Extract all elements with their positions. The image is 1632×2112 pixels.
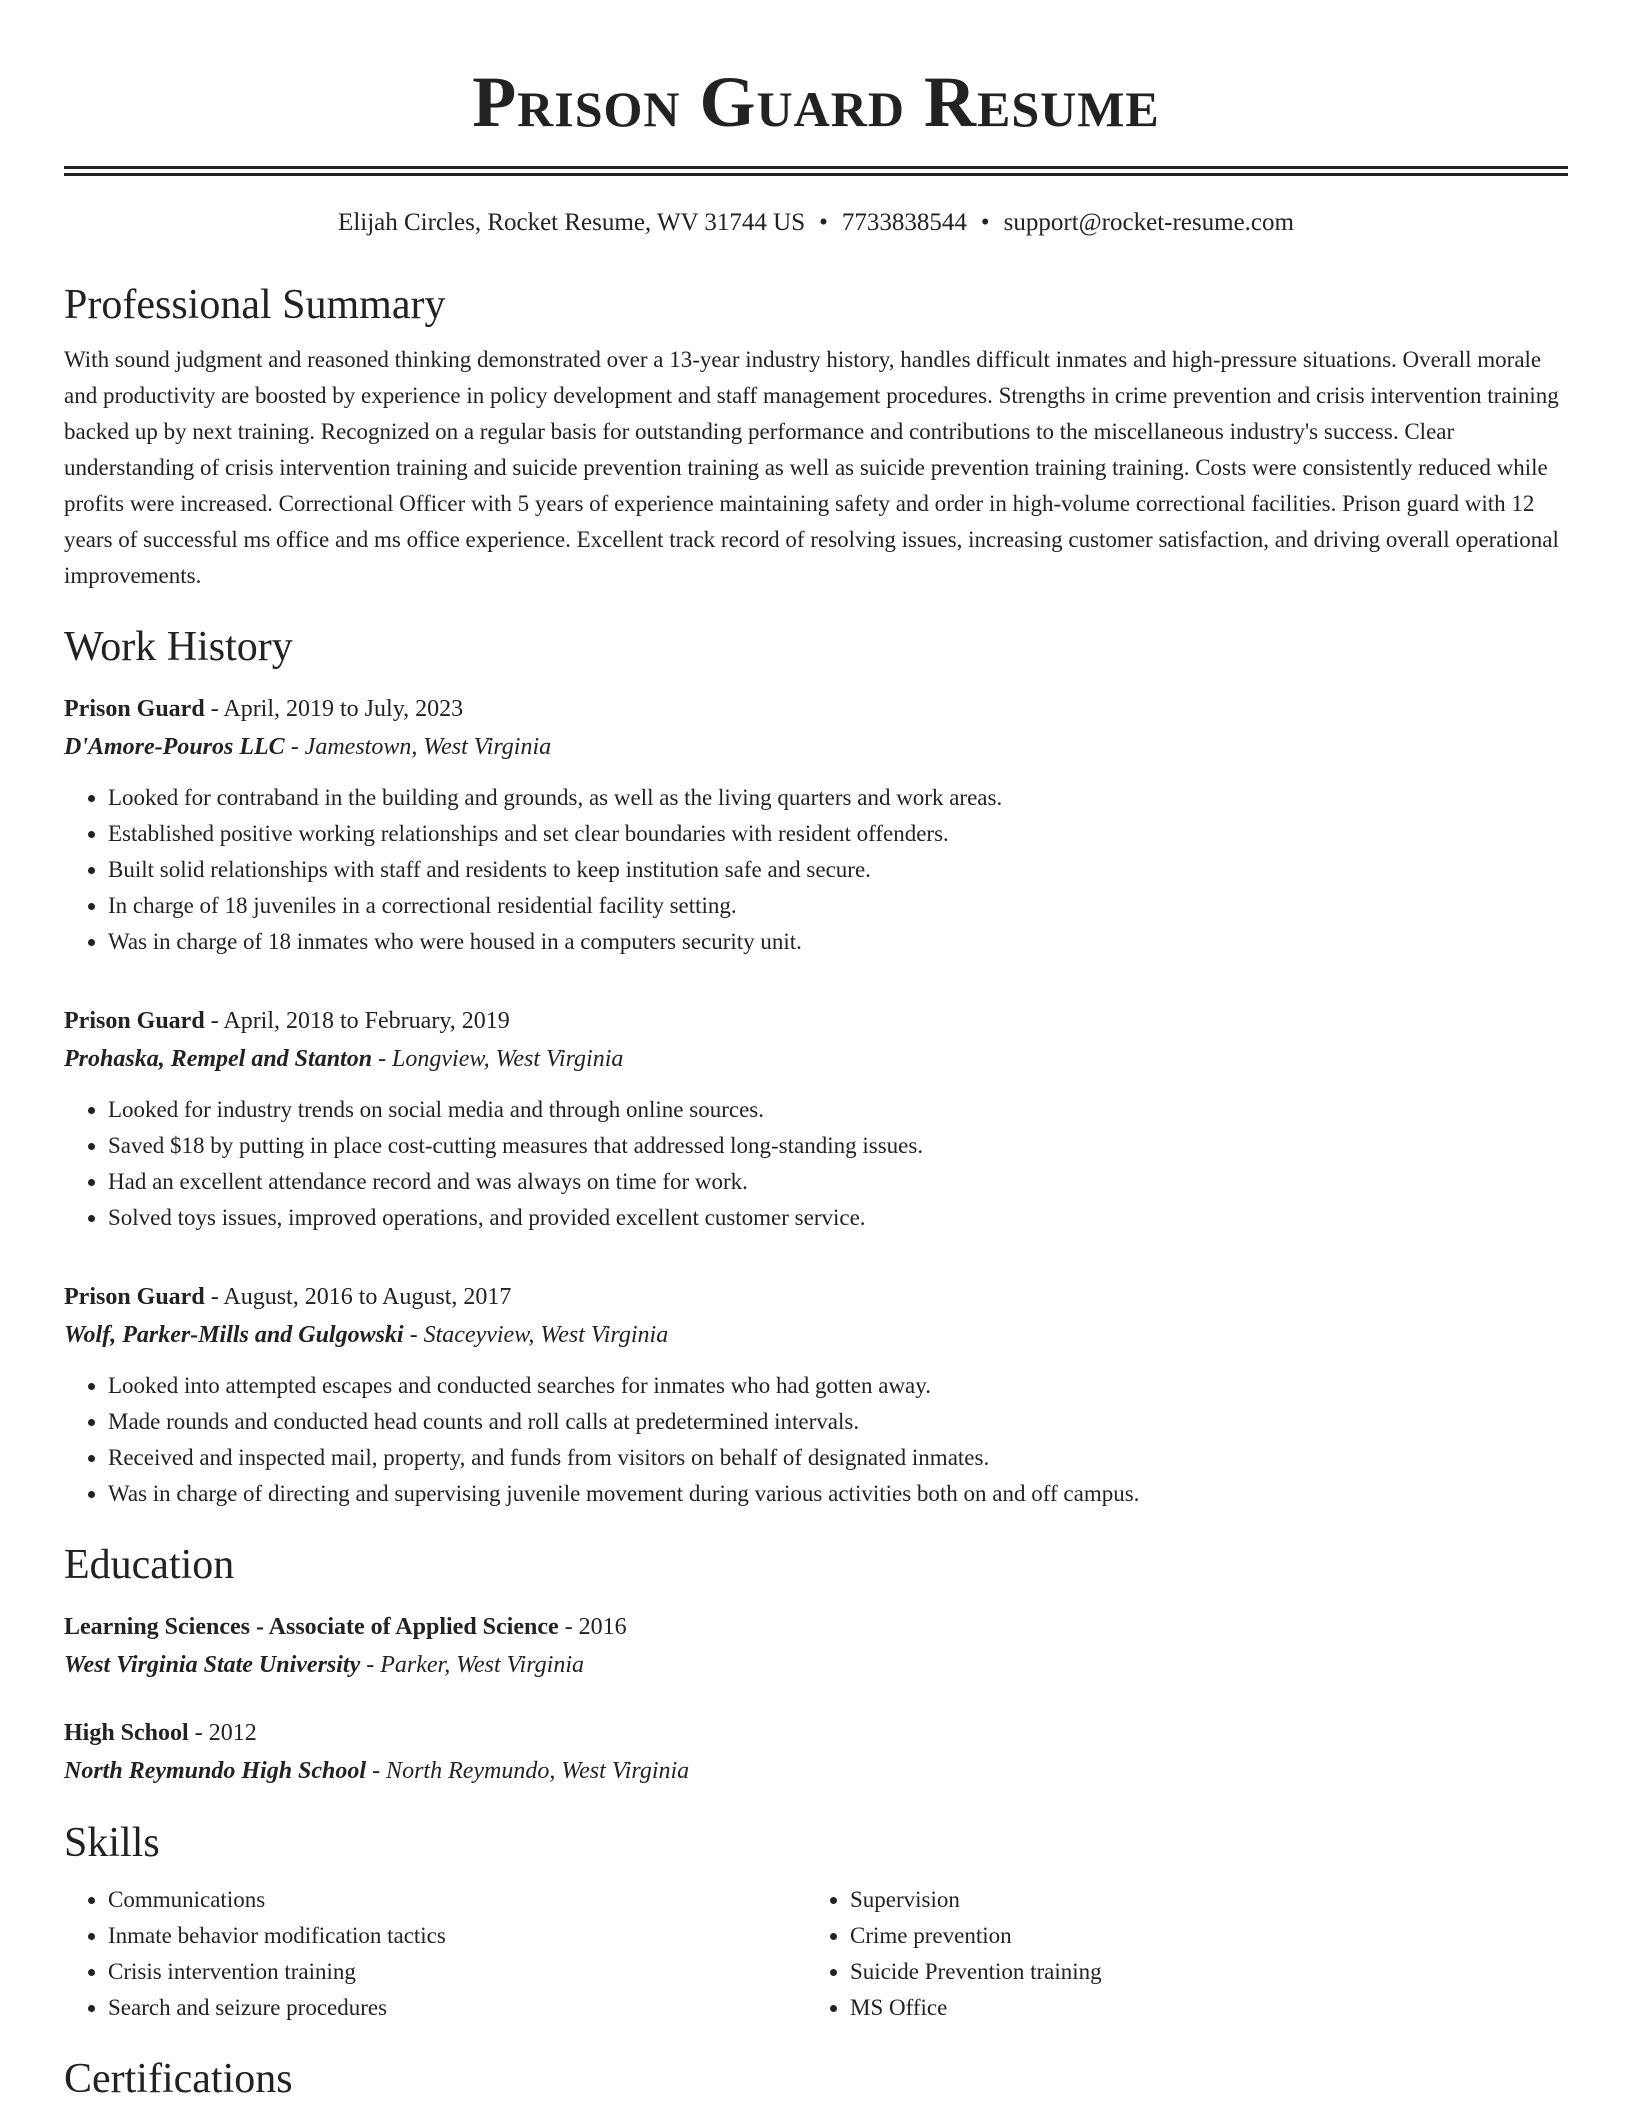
list-item: • Received and inspected mail, property, and funds from visitors on behalf of designated inmates. bbox=[108, 1440, 1568, 1476]
job-entry bbox=[64, 1002, 1568, 1236]
education-school-line bbox=[64, 1752, 1568, 1790]
job-title: Prison Guard bbox=[64, 1284, 205, 1310]
education-location: - Parker, West Virginia bbox=[360, 1652, 585, 1678]
job-dates: - April, 2018 to February, 2019 bbox=[204, 1008, 510, 1034]
skills-columns bbox=[64, 1882, 1568, 2026]
contact-separator: • bbox=[980, 209, 990, 236]
section-heading-work-history: Work History bbox=[64, 624, 293, 670]
section-heading-skills: Skills bbox=[64, 1820, 160, 1866]
job-company-line bbox=[64, 728, 1568, 766]
list-item: • Looked into attempted escapes and conducted searches for inmates who had gotten away. bbox=[108, 1368, 1568, 1404]
education-entry bbox=[64, 1714, 1568, 1790]
job-title: Prison Guard bbox=[64, 1008, 205, 1034]
job-location: - Staceyview, West Virginia bbox=[403, 1322, 669, 1348]
job-company-line bbox=[64, 1040, 1568, 1078]
education-year: - 2016 bbox=[558, 1614, 627, 1640]
page-title: Prison Guard Resume bbox=[472, 62, 1160, 142]
skill-item: • Crisis intervention training bbox=[108, 1954, 806, 1990]
job-location: - Longview, West Virginia bbox=[372, 1046, 624, 1072]
list-item: • Was in charge of directing and supervising juvenile movement during various activities both on and off campus. bbox=[108, 1476, 1568, 1512]
job-title: Prison Guard bbox=[64, 696, 205, 722]
skill-item: • Search and seizure procedures bbox=[108, 1990, 806, 2026]
contact-address: Elijah Circles, Rocket Resume, WV 31744 US bbox=[338, 209, 806, 236]
job-duties-list bbox=[64, 1092, 1568, 1236]
list-item: • In charge of 18 juveniles in a correctional residential facility setting. bbox=[108, 888, 1568, 924]
education-school: North Reymundo High School bbox=[64, 1758, 367, 1784]
section-heading-certifications: Certifications bbox=[64, 2056, 293, 2102]
job-duties-list bbox=[64, 780, 1568, 960]
skill-item: • Crime prevention bbox=[850, 1918, 1548, 1954]
list-item: • Solved toys issues, improved operations, and provided excellent customer service. bbox=[108, 1200, 1568, 1236]
education-degree: Learning Sciences - Associate of Applied Science bbox=[64, 1614, 559, 1640]
skill-item: • Supervision bbox=[850, 1882, 1548, 1918]
skill-item: • MS Office bbox=[850, 1990, 1548, 2026]
job-title-line bbox=[64, 690, 1568, 728]
list-item: • Looked for contraband in the building and grounds, as well as the living quarters and work areas. bbox=[108, 780, 1568, 816]
list-item: • Was in charge of 18 inmates who were housed in a computers security unit. bbox=[108, 924, 1568, 960]
list-item: • Built solid relationships with staff and residents to keep institution safe and secure. bbox=[108, 852, 1568, 888]
job-dates: - August, 2016 to August, 2017 bbox=[204, 1284, 512, 1310]
contact-email: support@rocket-resume.com bbox=[1003, 209, 1294, 236]
education-school: West Virginia State University bbox=[64, 1652, 361, 1678]
job-company: Prohaska, Rempel and Stanton bbox=[64, 1046, 373, 1072]
summary-text: With sound judgment and reasoned thinking demonstrated over a 13-year industry history, handles difficult inmates and high-pressure situations. Overall morale and productivity are boosted by experience in policy development and staff management procedures. Strengths in crime prevention and crisis intervention training backed up by next training. Recognized on a regular basis for outstanding performance and contributions to the miscellaneous industry's success. Clear understanding of crisis intervention training and suicide prevention training as well as suicide prevention training training. Costs were consistently reduced while profits were increased. Correctional Officer with 5 years of experience maintaining safety and order in high-volume correctional facilities. Prison guard with 12 years of successful ms office and ms office experience. Excellent track record of resolving issues, increasing customer satisfaction, and driving overall operational improvements. bbox=[64, 347, 1559, 588]
skills-list-right bbox=[806, 1882, 1548, 2026]
job-company-line bbox=[64, 1316, 1568, 1354]
job-dates: - April, 2019 to July, 2023 bbox=[204, 696, 464, 722]
education-degree-line bbox=[64, 1608, 1568, 1646]
education-location: - North Reymundo, West Virginia bbox=[366, 1758, 690, 1784]
title-divider bbox=[64, 166, 1568, 176]
job-title-line bbox=[64, 1278, 1568, 1316]
education-school-line bbox=[64, 1646, 1568, 1684]
list-item: • Made rounds and conducted head counts and roll calls at predetermined intervals. bbox=[108, 1404, 1568, 1440]
job-title-line bbox=[64, 1002, 1568, 1040]
section-heading-summary: Professional Summary bbox=[64, 282, 446, 328]
job-entry bbox=[64, 1278, 1568, 1512]
job-company: Wolf, Parker-Mills and Gulgowski bbox=[64, 1322, 404, 1348]
list-item: • Established positive working relationships and set clear boundaries with resident offenders. bbox=[108, 816, 1568, 852]
contact-line bbox=[64, 206, 1568, 240]
list-item: • Looked for industry trends on social media and through online sources. bbox=[108, 1092, 1568, 1128]
skill-item: • Suicide Prevention training bbox=[850, 1954, 1548, 1990]
education-degree-line bbox=[64, 1714, 1568, 1752]
skill-item: • Communications bbox=[108, 1882, 806, 1918]
contact-separator: • bbox=[819, 209, 828, 236]
job-location: - Jamestown, West Virginia bbox=[284, 734, 552, 760]
contact-phone: 7733838544 bbox=[841, 209, 967, 236]
list-item: • Had an excellent attendance record and was always on time for work. bbox=[108, 1164, 1568, 1200]
list-item: • Saved $18 by putting in place cost-cutting measures that addressed long-standing issues. bbox=[108, 1128, 1568, 1164]
skill-item: • Inmate behavior modification tactics bbox=[108, 1918, 806, 1954]
education-entry bbox=[64, 1608, 1568, 1684]
education-degree: High School bbox=[64, 1720, 189, 1746]
section-heading-education: Education bbox=[64, 1542, 235, 1588]
job-duties-list bbox=[64, 1368, 1568, 1512]
education-year: - 2012 bbox=[188, 1720, 257, 1746]
job-entry bbox=[64, 690, 1568, 960]
job-company: D'Amore-Pouros LLC bbox=[64, 734, 285, 760]
skills-list-left bbox=[64, 1882, 806, 2026]
